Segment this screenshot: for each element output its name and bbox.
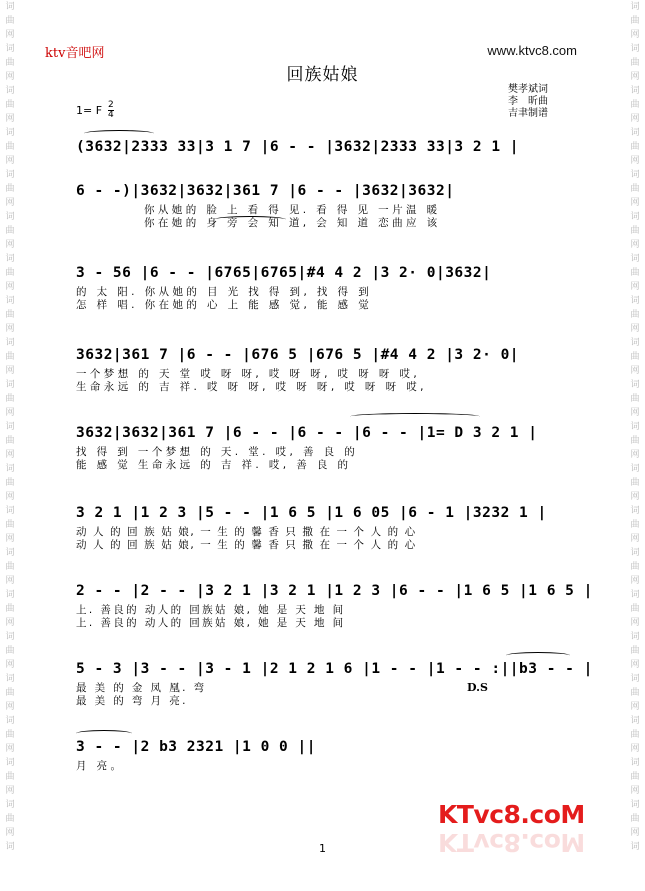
watermark-char: 词 [630,506,640,516]
watermark-char: 词 [5,422,15,432]
watermark-char: 网 [5,114,15,124]
watermark-char: 词 [5,716,15,726]
watermark-char: 网 [630,660,640,670]
watermark-char: 曲 [630,604,640,614]
watermark-char: 网 [5,450,15,460]
watermark-char: 词 [630,548,640,558]
watermark-char: 词 [5,380,15,390]
watermark-char: 网 [5,324,15,334]
watermark-left [2,0,18,891]
watermark-char: 词 [5,128,15,138]
watermark-char: 词 [5,506,15,516]
lyric-verse-1: 找 得 到 一个梦想 的 天. 堂. 哎, 善 良 的 [76,446,359,458]
lyric-verse-1: 一个梦想 的 天 堂 哎 呀 呀, 哎 呀 呀, 哎 呀 呀 哎, [76,368,421,380]
lyric-verse-1: 你从她的 脸 上 看 得 见. 看 得 见 一片温 暖 [144,204,441,216]
watermark-char: 曲 [630,520,640,530]
watermark-char: 网 [630,30,640,40]
watermark-char: 曲 [5,688,15,698]
watermark-char: 网 [630,240,640,250]
watermark-char: 网 [630,198,640,208]
lyricist: 樊孝斌词 [508,84,548,95]
watermark-char: 网 [630,156,640,166]
watermark-char: 网 [630,828,640,838]
watermark-char: 网 [5,156,15,166]
watermark-char: 网 [630,72,640,82]
score-system-8 [76,656,593,708]
score-system-6 [76,500,576,552]
watermark-char: 词 [630,674,640,684]
watermark-char: 网 [5,786,15,796]
score-system-2 [76,178,576,230]
lyric-verse-2: 上. 善良的 动人的 回族姑 娘, 她 是 天 地 间 [76,617,346,629]
key-signature: 1= F [76,104,103,117]
watermark-char: 网 [5,240,15,250]
watermark-char: 词 [630,86,640,96]
brand-label: ktv音吧网 [45,46,105,61]
lyric-verse-1: 动 人 的 回 族 姑 娘, 一 生 的 馨 香 只 撒 在 一 个 人 的 心 [76,526,417,538]
watermark-char: 曲 [630,142,640,152]
composer: 李 昕曲 [508,96,548,107]
watermark-char: 词 [5,632,15,642]
notes-line: 3632|361 7 |6 - - |676 5 |676 5 |#4 4 2 |3 2· 0| [76,347,520,363]
slur [350,413,480,420]
watermark-char: 曲 [630,310,640,320]
watermark-char: 词 [630,212,640,222]
footer-logo-reflection: KTvc8.coM [438,828,585,857]
notes-line: 6 - -)|3632|3632|361 7 |6 - - |3632|3632| [76,183,455,199]
watermark-char: 曲 [630,352,640,362]
time-bottom: 4 [108,110,114,120]
watermark-char: 网 [5,282,15,292]
watermark-char: 网 [5,408,15,418]
watermark-char: 网 [5,492,15,502]
watermark-char: 词 [5,254,15,264]
watermark-char: 词 [630,170,640,180]
watermark-char: 词 [5,212,15,222]
watermark-char: 曲 [5,604,15,614]
notes-line: 3632|3632|361 7 |6 - - |6 - - |6 - - |1= D 3 2 1 | [76,425,538,441]
watermark-char: 曲 [5,772,15,782]
watermark-char: 词 [5,758,15,768]
watermark-char: 词 [630,716,640,726]
watermark-char: 曲 [5,562,15,572]
watermark-char: 词 [5,548,15,558]
watermark-char: 网 [630,114,640,124]
watermark-char: 曲 [5,730,15,740]
watermark-char: 曲 [630,100,640,110]
watermark-char: 网 [630,744,640,754]
watermark-char: 网 [630,534,640,544]
ds-mark: D.S [467,681,488,694]
watermark-char: 曲 [630,226,640,236]
lyric-verse-2: 最 美 的 弯 月 亮. [76,695,188,707]
watermark-char: 曲 [630,730,640,740]
watermark-char: 网 [5,660,15,670]
watermark-char: 曲 [630,688,640,698]
watermark-char: 词 [5,296,15,306]
watermark-char: 曲 [630,478,640,488]
watermark-char: 网 [5,828,15,838]
watermark-char: 词 [630,380,640,390]
lyric-verse-1: 最 美 的 金 凤 凰. 弯 [76,682,207,694]
watermark-char: 曲 [5,100,15,110]
watermark-char: 网 [5,366,15,376]
watermark-char: 曲 [630,268,640,278]
watermark-char: 网 [5,30,15,40]
watermark-char: 词 [5,800,15,810]
watermark-char: 曲 [5,520,15,530]
watermark-char: 曲 [630,394,640,404]
watermark-char: 词 [5,674,15,684]
watermark-char: 词 [5,44,15,54]
watermark-char: 曲 [630,814,640,824]
score-system-4 [76,342,576,394]
lyric-verse-2: 生命永远 的 吉 祥. 哎 呀 呀, 哎 呀 呀, 哎 呀 呀 哎, [76,381,427,393]
watermark-char: 网 [5,534,15,544]
lyric-verse-1: 月 亮。 [76,760,125,772]
watermark-char: 词 [630,128,640,138]
watermark-char: 词 [5,464,15,474]
watermark-char: 网 [630,324,640,334]
watermark-char: 曲 [5,184,15,194]
watermark-char: 曲 [630,184,640,194]
score-system-7 [76,578,593,630]
watermark-char: 词 [5,338,15,348]
watermark-char: 词 [630,296,640,306]
time-signature [108,101,114,120]
watermark-char: 词 [5,590,15,600]
watermark-char: 曲 [630,16,640,26]
score-system-9 [76,734,576,773]
watermark-char: 网 [5,576,15,586]
watermark-char: 曲 [5,814,15,824]
watermark-char: 网 [5,744,15,754]
watermark-char: 曲 [5,58,15,68]
watermark-char: 网 [630,408,640,418]
notes-line: 3 - - |2 b3 2321 |1 0 0 || [76,739,316,755]
notes-line: 2 - - |2 - - |3 2 1 |3 2 1 |1 2 3 |6 - - |1 6 5 |1 6 5 | [76,583,593,599]
watermark-char: 词 [630,842,640,852]
score-system-1 [76,134,576,160]
slur [84,130,154,137]
score-system-5 [76,420,576,472]
watermark-char: 曲 [5,478,15,488]
watermark-char: 曲 [5,268,15,278]
slur [76,730,132,737]
notes-line: 3 2 1 |1 2 3 |5 - - |1 6 5 |1 6 05 |6 - 1 |3232 1 | [76,505,547,521]
watermark-char: 网 [5,72,15,82]
notes-line: (3632|2333 33|3 1 7 |6 - - |3632|2333 33|3 2 1 | [76,139,520,155]
watermark-char: 词 [630,2,640,12]
watermark-char: 曲 [5,310,15,320]
watermark-char: 曲 [5,226,15,236]
lyric-verse-2: 你在她的 身 旁 会 知 道, 会 知 道 恋曲应 该 [144,217,441,229]
transcriber: 吉聿制谱 [508,108,548,119]
watermark-char: 网 [5,618,15,628]
page-number: 1 [319,842,326,855]
watermark-char: 曲 [630,58,640,68]
slur [506,652,570,659]
watermark-char: 词 [630,800,640,810]
watermark-char: 曲 [5,436,15,446]
watermark-char: 网 [5,198,15,208]
watermark-char: 网 [630,282,640,292]
watermark-char: 曲 [630,646,640,656]
watermark-char: 词 [5,170,15,180]
watermark-char: 曲 [630,436,640,446]
watermark-char: 曲 [5,646,15,656]
time-top: 2 [108,100,114,110]
lyric-verse-2: 动 人 的 回 族 姑 娘, 一 生 的 馨 香 只 撒 在 一 个 人 的 心 [76,539,417,551]
watermark-char: 曲 [5,394,15,404]
watermark-char: 词 [5,86,15,96]
lyric-verse-1: 上. 善良的 动人的 回族姑 娘, 她 是 天 地 间 [76,604,346,616]
watermark-char: 词 [5,842,15,852]
slur [214,216,286,223]
lyric-verse-2: 能 感 觉 生命永远 的 吉 祥. 哎, 善 良 的 [76,459,352,471]
watermark-char: 词 [630,590,640,600]
page-title: 回族姑娘 [286,65,359,85]
watermark-char: 网 [630,702,640,712]
lyric-verse-1: 的 太 阳. 你从她的 目 光 找 得 到, 找 得 到 [76,286,373,298]
score-system-3 [76,260,576,312]
watermark-char: 网 [5,702,15,712]
notes-line: 5 - 3 |3 - - |3 - 1 |2 1 2 1 6 |1 - - |1 - - :||b3 - - | [76,661,593,677]
watermark-char: 词 [630,422,640,432]
lyric-verse-2: 怎 样 唱. 你在她的 心 上 能 感 觉, 能 感 觉 [76,299,373,311]
watermark-char: 词 [630,464,640,474]
watermark-char: 曲 [5,16,15,26]
watermark-char: 曲 [5,142,15,152]
watermark-char: 曲 [630,772,640,782]
notes-line: 3 - 56 |6 - - |6765|6765|#4 4 2 |3 2· 0|3632| [76,265,492,281]
watermark-char: 词 [630,44,640,54]
watermark-char: 词 [630,338,640,348]
watermark-char: 曲 [5,352,15,362]
footer-logo: KTvc8.coM [438,800,585,829]
watermark-char: 网 [630,366,640,376]
watermark-char: 词 [630,632,640,642]
watermark-char: 词 [630,758,640,768]
watermark-char: 网 [630,492,640,502]
watermark-right [627,0,643,891]
watermark-char: 词 [5,2,15,12]
watermark-char: 网 [630,450,640,460]
watermark-char: 词 [630,254,640,264]
site-url[interactable]: www.ktvc8.com [487,43,577,58]
watermark-char: 网 [630,576,640,586]
watermark-char: 网 [630,618,640,628]
watermark-char: 网 [630,786,640,796]
credits [508,84,548,120]
watermark-char: 曲 [630,562,640,572]
